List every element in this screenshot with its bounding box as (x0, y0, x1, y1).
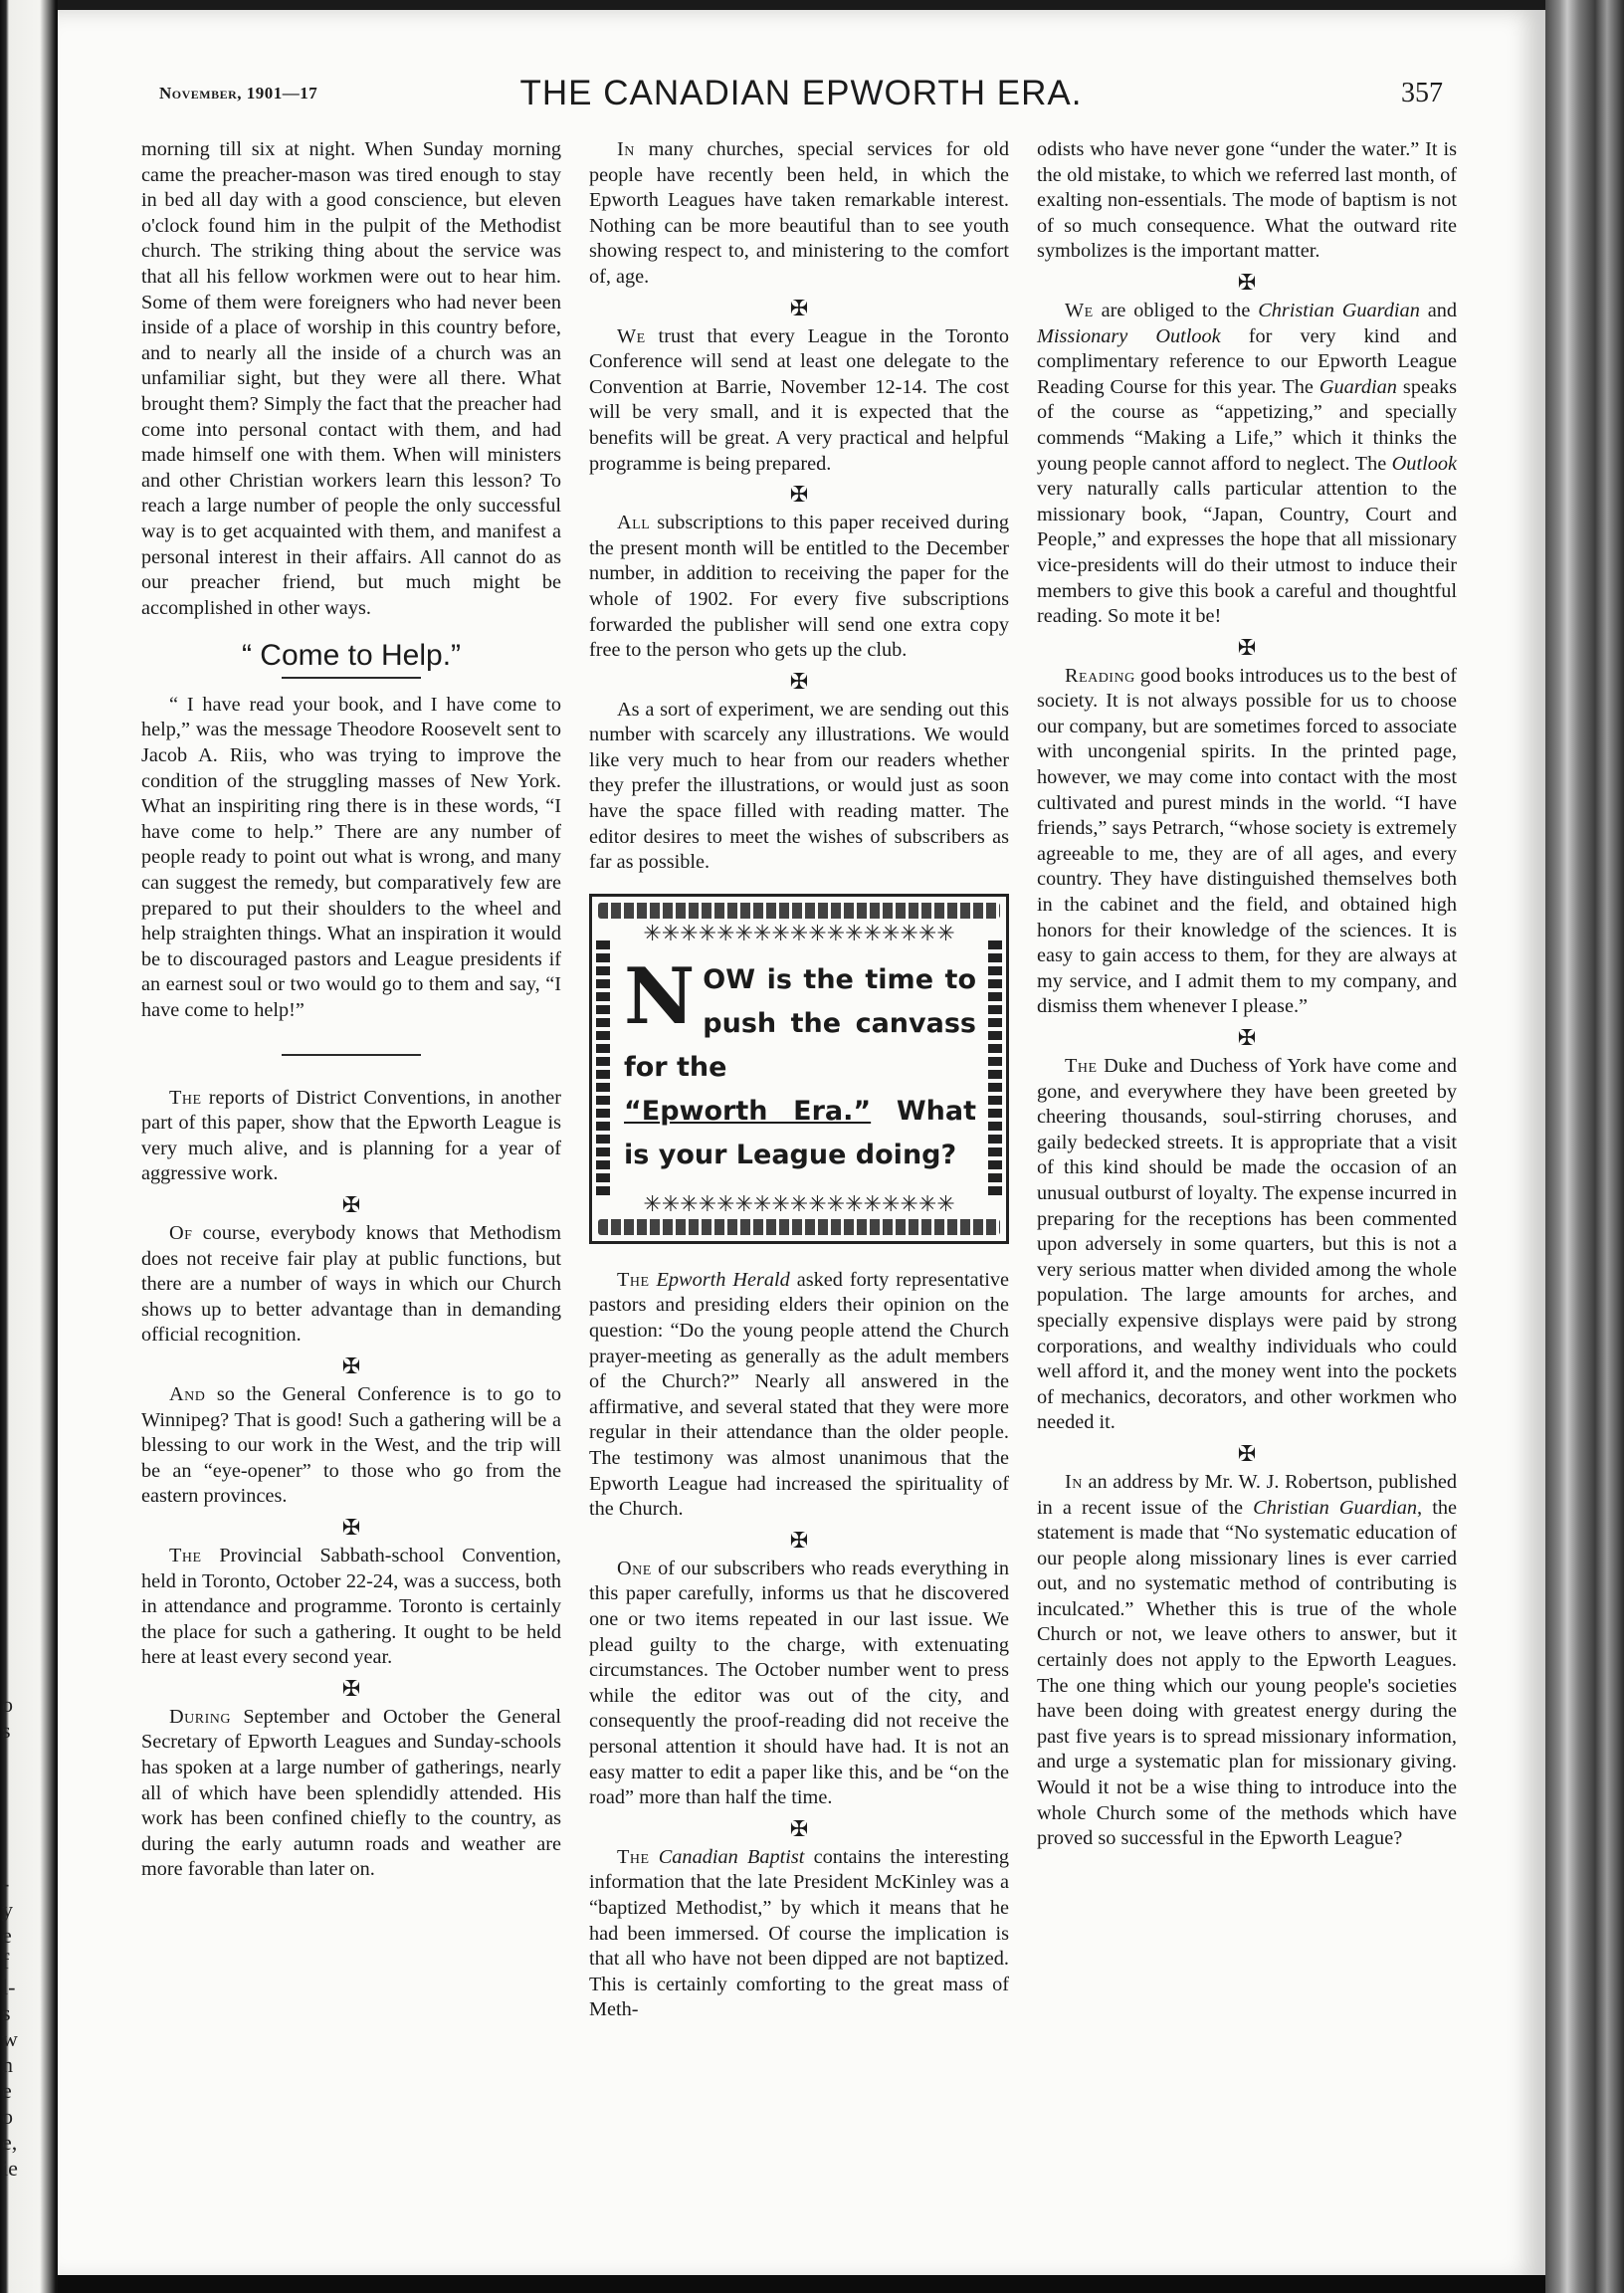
ornamental-border-right (988, 940, 1002, 1197)
ornamental-border-bottom (598, 1219, 1000, 1235)
paragraph: We trust that every League in the Toronto Conference will send at least one delegate to the Convention at Barrie, November 12-14. The cost will be very small, and it is expected that the benefits will be great. A very practical and helpful programme is being prepared. (589, 324, 1009, 475)
paragraph: The Duke and Duchess of York have come and gone, and everywhere they have been greeted by cheering thousands, soul-stirring choruses, and gaily bedecked streets. It is appropriate that a visit of this kind should be made the occasion of an unusual outburst of loyalty. The expense incurred in preparing for the receptions has been commented upon adversely in some quarters, but this is not a very serious matter when divided among the whole population. The large amounts for arches, and specially expensive displays were paid by strong corporations, and wealthy individuals who could well afford it, and the money went into the pockets of mechanics, decorators, and other workmen who needed it. (1037, 1055, 1457, 1434)
margin-fragment: e (2, 1923, 12, 1948)
margin-fragment: o (2, 2104, 13, 2129)
paragraph: We are obliged to the Christian Guardian and Missionary Outlook for very kind and complimentary reference to our Epworth League Reading Course for this year. The Guardian speaks of the course as “appetizing,” and specially commends “Making a Life,” which it thinks the young people cannot afford to neglect. The Outlook very naturally calls particular attention to the missionary book, “Japan, Country, Court and People,” and expresses the hope that all missionary vice-presidents will do their utmost to induce their members to give this book a careful and thoughtful reading. So mote it be! (1037, 299, 1457, 628)
margin-fragment: l- (2, 1975, 16, 1999)
margin-fragment: s (2, 2000, 11, 2025)
cross-ornament: ✠ (789, 668, 809, 694)
paragraph: The Epworth Herald asked forty representative pastors and presiding elders their opinion on the question: “Do the young people attend the Church prayer-meeting as generally as the adult members of the Church?” Nearly all answered in the affirmative, and several stated that they were more regular in their attendance than the older people. The testimony was almost unanimous that the Epworth League had increased the spirituality of the Church. (589, 1268, 1009, 1521)
advertisement-text: NOW is the time to push the canvass for the “Epworth Era.” What is your League doing? (624, 950, 976, 1170)
paragraph: morning till six at night. When Sunday morning came the preacher-mason was tired enough to stay in bed all day with a good conscience, but eleven o'clock found him in the pulpit of the Methodist church. The striking thing about the service was that all his fellow workmen were out to hear him. Some of them were foreigners who had never been inside of a place of worship in this country before, and to nearly all the inside of a church was an unfamiliar sight, but they were all there. What brought them? Simply the fact that the preacher had come into personal contact with them, and had made himself one with them. When will ministers and other Christian workers learn this lesson? To reach a large number of people the only successful way is to get acquainted with them, and manifest a personal interest in their affairs. All cannot do as our preacher friend, but much might be accomplished in other ways. (141, 138, 561, 619)
facing-page-edge (0, 0, 58, 2293)
paragraph: And so the General Conference is to go to Winnipeg? That is good! Such a gathering will be a blessing to our work in the West, and the trip will be an “eye-opener” to those who go from the eastern provinces. (141, 1382, 561, 1508)
paragraph: The Canadian Baptist contains the interesting information that the late President McKinley was a “baptized Methodist,” by which it means that he had been immersed. Of course the implication is that all who have not been dipped are not baptized. This is certainly comforting to the great mass of Meth- (589, 1845, 1009, 2021)
margin-fragment: w (2, 2026, 18, 2051)
magazine-name: “Epworth Era.” (624, 1095, 872, 1127)
paragraph: During September and October the General Secretary of Epworth Leagues and Sunday-schools has spoken at a large number of gatherings, nearly all of which have been splendidly attended. His work has been confined chiefly to the country, as during the early autumn roads and weather are more favorable than later on. (141, 1705, 561, 1881)
paragraph: In an address by Mr. W. J. Robertson, published in a recent issue of the Christian Guardian, the statement is made that “No systematic education of our people along missionary lines is ever carried out, and no systematic method of contributing is inculcated.” Whether this is true of the whole Church or not, we leave others to answer, but it certainly does not apply to the Epworth Leagues. The one thing which our young people's societies have been doing with greatest energy during the past five years is to spread missionary information, and urge a systematic plan for missionary giving. Would it not be a wise thing to introduce into the whole Church some of the methods which have proved so successful in the Epworth League? (1037, 1470, 1457, 1850)
margin-fragment: e (2, 2078, 12, 2103)
column-1 (141, 137, 561, 1883)
magazine-title: THE CANADIAN EPWORTH ERA. (519, 74, 1083, 112)
page-number: 357 (1401, 78, 1443, 108)
drop-cap: N (624, 950, 696, 1042)
paragraph: The reports of District Conventions, in another part of this paper, show that the Epworth League is very much alive, and is planning for a year of aggressive work. (141, 1086, 561, 1185)
ornamental-border-left (596, 940, 610, 1197)
cross-ornament: ✠ (1237, 269, 1257, 295)
paragraph: odists who have never gone “under the water.” It is the old mistake, to which we referred last month, of exalting non-essentials. The mode of baptism is not of so much consequence. What the outward rite symbolizes is the important matter. (1037, 138, 1457, 263)
paragraph: Reading good books introduces us to the best of society. It is not always possible for us to choose our company, but are sometimes forced to associate with uncongenial spirits. In the printed page, however, we may come into contact with the most cultivated and purest minds in the world. “I have friends,” says Petrarch, “whose society is extremely agreeable to me, they are of all ages, and every country. They have distinguished themselves both in the cabinet and the field, and obtained high honors for their knowledge of the sciences. It is easy to gain access to them, for they are always at my service, and I admit them to my company, and dismiss them whenever I please.” (1037, 664, 1457, 1018)
cross-ornament: ✠ (789, 1815, 809, 1841)
column-2 (589, 137, 1009, 2023)
book-binding (1545, 0, 1624, 2293)
cross-ornament: ✠ (789, 295, 809, 320)
margin-fragment: y (2, 1897, 13, 1922)
ornamental-border-top (598, 903, 1000, 919)
cross-ornament: ✠ (341, 1675, 361, 1701)
paragraph: “ I have read your book, and I have come to help,” was the message Theodore Roosevelt sent to Jacob A. Riis, who was trying to improve the condition of the struggling masses of New York. What an inspiriting ring there is in these words, “I have come to help.” There are any number of people ready to point out what is wrong, and many can suggest the remedy, but comparatively few are prepared to put their shoulders to the wheel and help straighten things. What an inspiration it would be to discouraged pastors and League presidents if an earnest soul or two would go to them and say, “I have come to help!” (141, 693, 561, 1021)
cross-ornament: ✠ (789, 1527, 809, 1553)
column-3 (1037, 137, 1457, 1852)
star-ornament-row: ✳✳✳✳✳✳✳✳✳✳✳✳✳✳✳✳✳ (643, 920, 955, 945)
section-rule (282, 1054, 421, 1056)
margin-fragment: f (2, 1949, 10, 1974)
margin-fragment: ie (2, 2156, 18, 2181)
paragraph: Of course, everybody knows that Methodism does not receive fair play at public functions, but there are a number of ways in which our Church shows up to better advantage than in demanding official recognition. (141, 1221, 561, 1347)
cross-ornament: ✠ (341, 1514, 361, 1540)
cross-ornament: ✠ (1237, 634, 1257, 660)
paragraph: As a sort of experiment, we are sending out this number with scarcely any illustrations. We would like very much to hear from our readers whether they prefer the illustrations, or would just as soon have the space filled with reading matter. The editor desires to meet the wishes of subscribers as far as possible. (589, 698, 1009, 874)
canvass-advertisement-box (589, 894, 1009, 1244)
heading-rule (282, 677, 421, 679)
page-header (159, 74, 1443, 123)
issue-date: November, 1901—17 (159, 84, 318, 103)
section-heading: “ Come to Help.” (241, 639, 462, 673)
margin-fragment: n (2, 2052, 13, 2077)
cross-ornament: ✠ (341, 1353, 361, 1378)
cross-ornament: ✠ (789, 482, 809, 508)
paragraph: In many churches, special services for old people have recently been held, in which the Epworth Leagues have taken remarkable interest. Nothing can be more beautiful than to see youth showing respect to, and ministering to the comfort of, age. (589, 138, 1009, 288)
margin-fragment: - (2, 1871, 10, 1896)
paragraph: One of our subscribers who reads everything in this paper carefully, informs us that he discovered one or two items repeated in our last issue. We plead guilty to the charge, with extenuating circumstances. The October number went to press while the editor was out of the city, and consequently the proof-reading did not receive the personal attention it should have had. It is not an easy matter to edit a paper like this, and be “on the road” more than half the time. (589, 1557, 1009, 1809)
margin-fragment: s (2, 1718, 11, 1743)
cross-ornament: ✠ (341, 1191, 361, 1217)
paragraph: All subscriptions to this paper received during the present month will be entitled to the December number, in addition to receiving the paper for the whole of 1902. For every five subscriptions forwarded the publisher will send one extra copy free to the person who gets up the club. (589, 512, 1009, 662)
margin-fragment: e, (2, 2130, 18, 2155)
margin-fragment: o (2, 1692, 13, 1717)
cross-ornament: ✠ (1237, 1440, 1257, 1466)
star-ornament-row: ✳✳✳✳✳✳✳✳✳✳✳✳✳✳✳✳✳ (643, 1190, 955, 1216)
scan-bottom-edge (58, 2275, 1545, 2293)
cross-ornament: ✠ (1237, 1025, 1257, 1050)
paragraph: The Provincial Sabbath-school Convention, held in Toronto, October 22-24, was a success, both in attendance and programme. Toronto is certainly the place for such a gathering. It ought to be held here at least every second year. (141, 1544, 561, 1669)
